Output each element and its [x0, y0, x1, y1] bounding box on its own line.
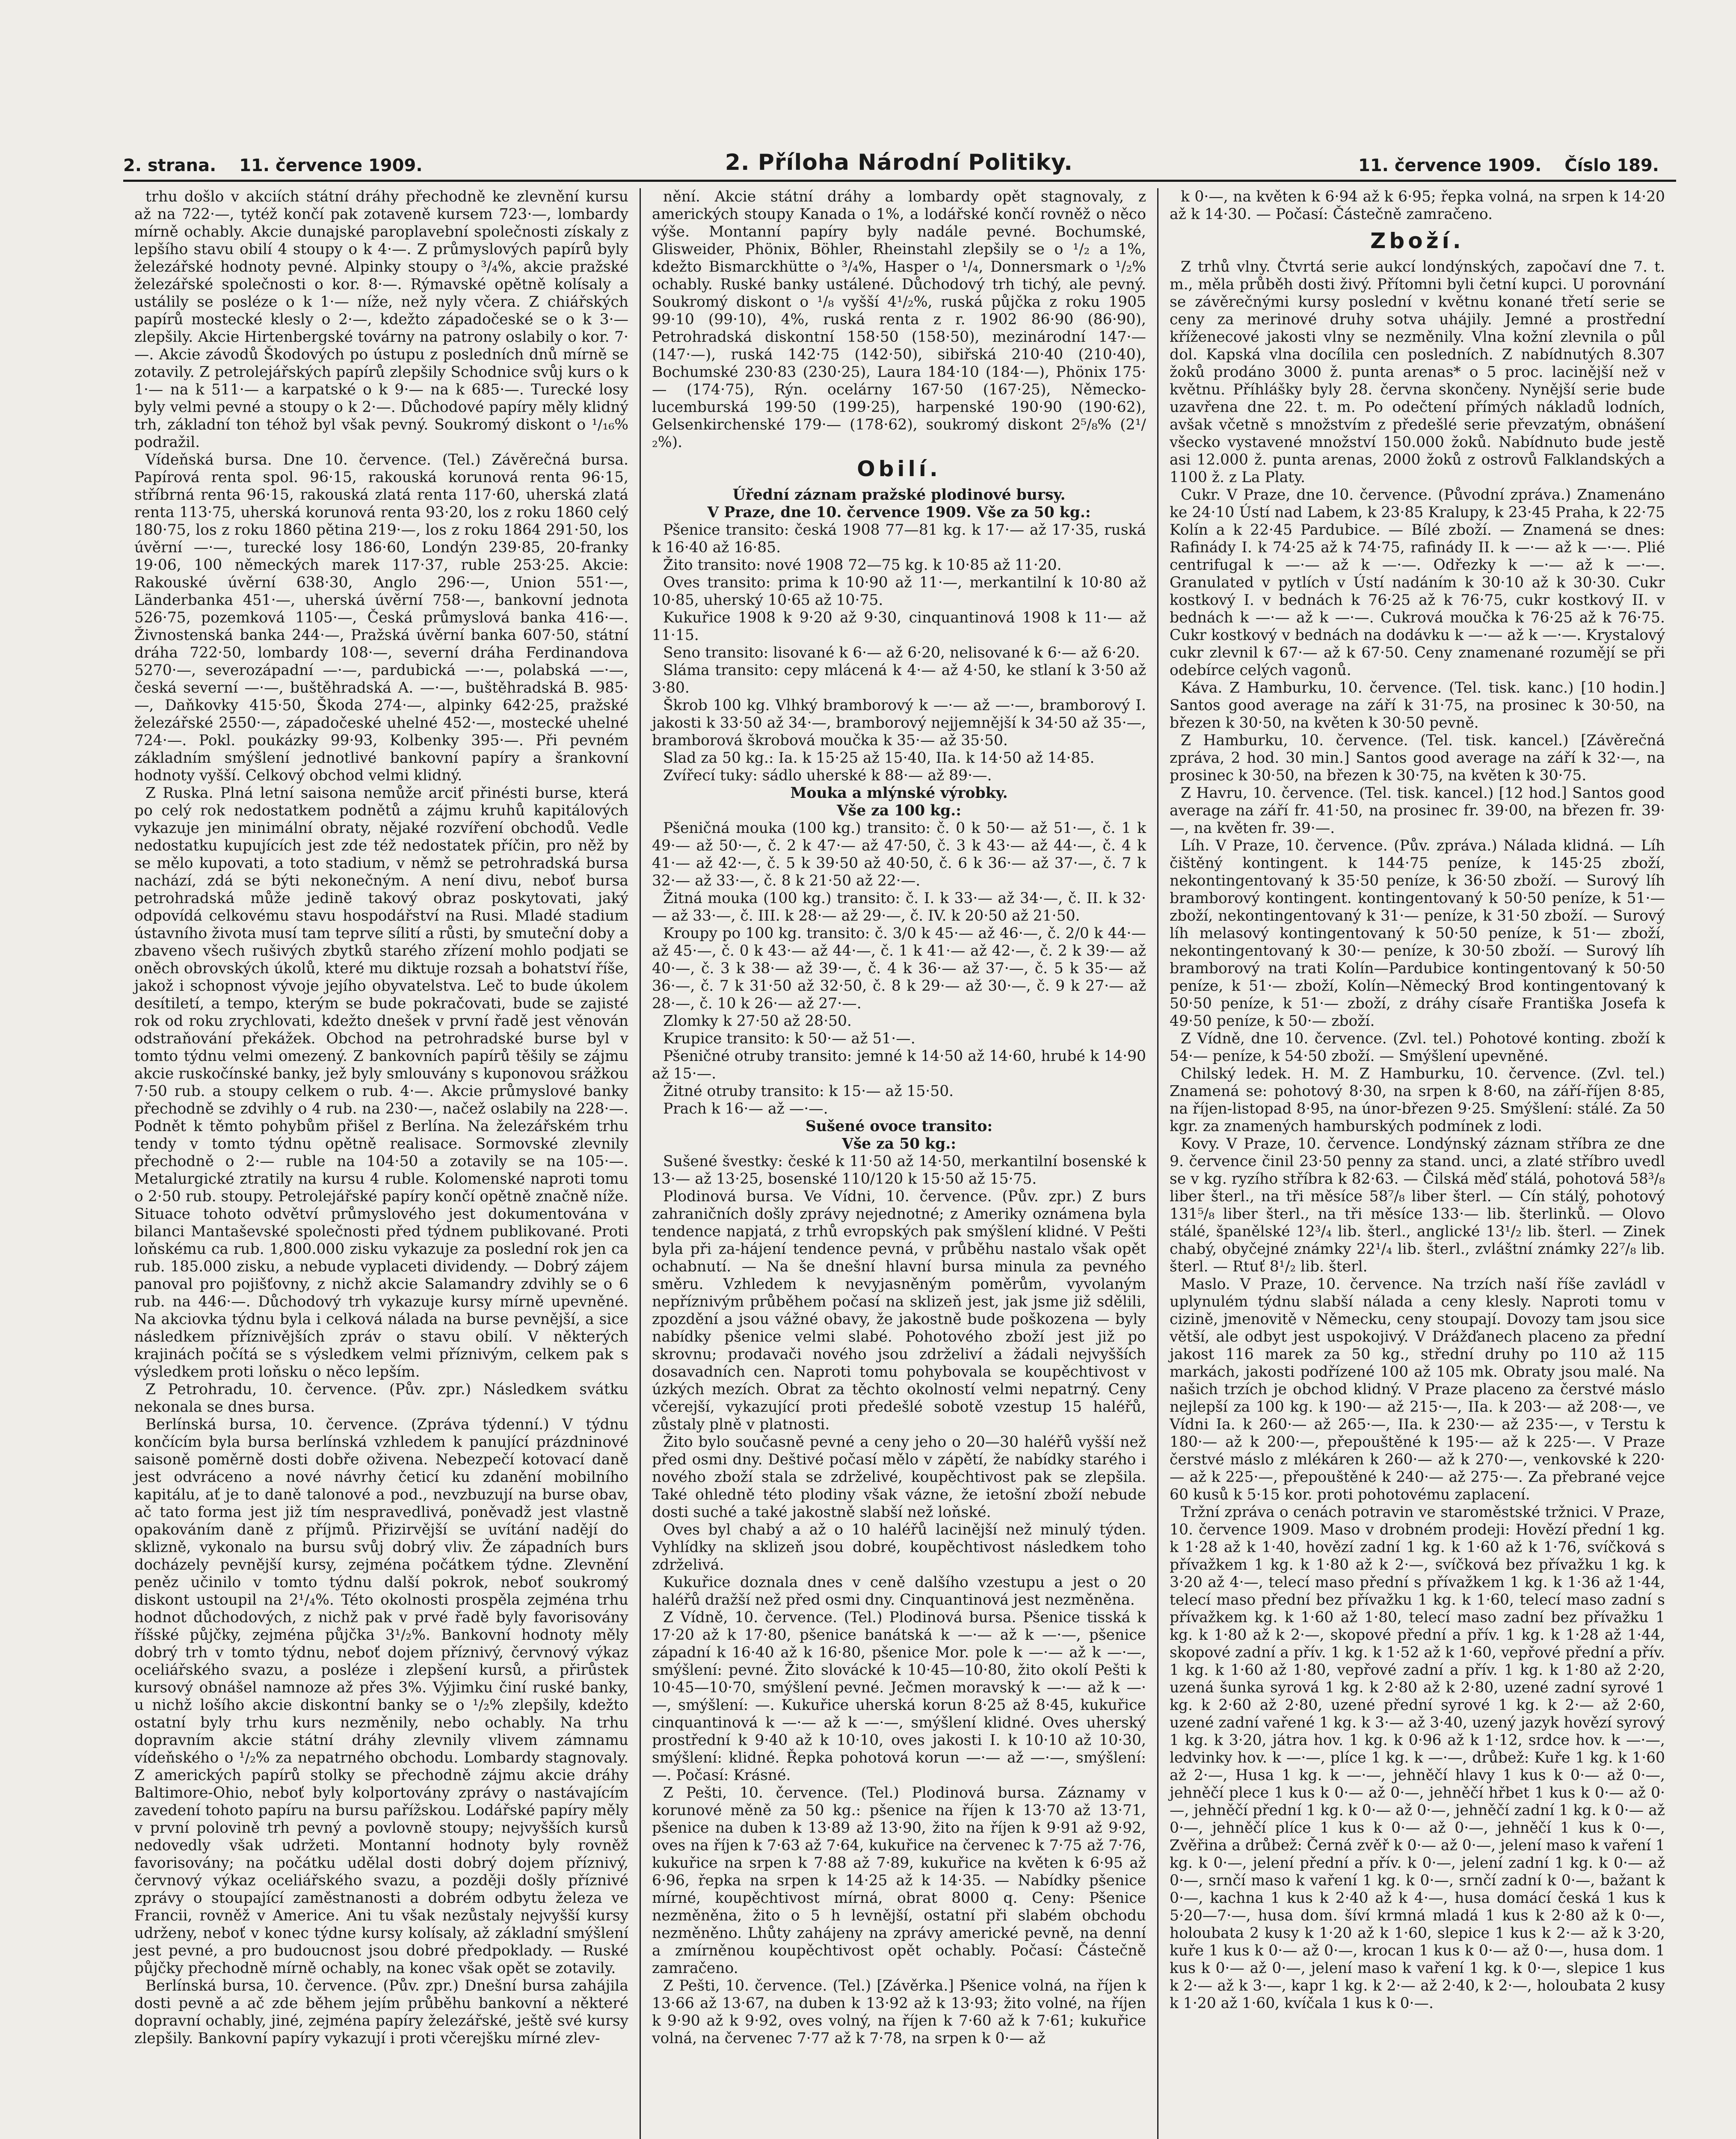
supplement-title: 2. Příloha Národní Politiky. [725, 150, 1073, 175]
price-line: Kroupy po 100 kg. transito: č. 3/0 k 45·— až 46·—, č. 2/0 k 44·— až 45·—, č. 0 k 43·— až 44·—, č. 1 k 41·— až 42·—, č. 2 k 39·— až 40·—, č. 3 k 38·— až 39·—, č. 4 k 36·— až 37·—, č. 5 k 35·— až 36·—, č. 7 k 31·50 až 32·50, č. 8 k 29·— až 30·—, č. 9 k 27·— až 28·—, č. 10 k 26·— až 27·—. [652, 925, 1146, 1012]
article-text: Berlínská bursa, 10. července. (Zpráva týdenní.) V týdnu končícím byla bursa berlínská vzhledem k panující prázdninové saisoně poměrně dosti dobře oživena. Nebezpečí kotovací daně jest odvráceno a nové návrhy četicí ku zdanění mobilního kapitálu, ať je to daně talonové a pod., nevzbuzují na burse obav, ač tato forma jest již tím nespravedlivá, poněvadž jest vlastně opakováním daně z příjmů. Přizirvější se uvítání nadějí do sklizně, vykonalo na bursu svůj dobrý vliv. Že západních burs docházely pevnější kursy, zejména počátkem týdne. Zlevnění peněz učinilo v tomto týdnu další pokrok, neboť soukromý diskont ustoupil na 2¹/₄%. Této okolnosti prospěla zejména trhu hodnot důchodových, z nichž pak v prvé řadě byly favorisovány říšské půjčky, zejména půjčka 3¹/₂%. Bankovní hodnoty měly dobrý trh v tomto týdnu, neboť dojem příznivý, červnový výkaz oceliářského svazu, a posléze i zlepšení kursů, a přirůstek kursový obnášel namnoze až přes 3%. Výjimku činí ruské banky, u nichž lošího akcie diskontní banky se o ¹/₂% zlepšily, kdežto ostatní byly trhu kurs nezměnily, nebo ochably. Na trhu dopravním akcie státní dráhy zlevnily vlivem zámnamu vídeňského o ¹/₂% za nepatrného obchodu. Lombardy stagnovaly. Z amerických papírů stolky se přechodně zájmu akcie dráhy Baltimore-Ohio, neboť byly kolportovány zprávy o nastávajícím zavedení tohoto papíru na bursu pařížskou. Lodářské papíry měly v první polovině trh pevný a povlovně stoupy; nejvyšších kursů nedovedly však udržeti. Montanní hodnoty byly rovněž favorisovány; na počátku udělal dosti dobrý dojem příznivý, červnový výkaz oceliářského svazu, a později došly příznivé zprávy o stoupající zaměstnanosti a dobrém odbytu železa ve Francii, rovněž v Americe. Ani tu však nezůstaly nejvyšší kursy udrženy, neboť v konec týdne kursy kolísaly, až základní smýšlení jest pevné, a pro budoucnost jsou dobré předpoklady. — Ruské půjčky přechodně mírně ochably, na konec však opět se zotavily. [134, 1416, 628, 1977]
price-line: Krupice transito: k 50·— až 51·—. [663, 1030, 915, 1047]
section-heading-obili: Obilí. [857, 456, 941, 481]
price-line: Zvířecí tuky: sádlo uherské k 88·— až 89·—. [663, 767, 992, 784]
price-line: Sláma transito: cepy mlácená k 4·— až 4·50, ke stlaní k 3·50 až 3·80. [652, 662, 1146, 696]
section-heading-zbozi: Zboží. [1370, 228, 1464, 253]
article-text: Z Vídně, dne 10. července. (Zvl. tel.) Pohotové konting. zboží k 54·— peníze, k 54·50 zboží. — Smýšlení upevněné. [1170, 1030, 1665, 1065]
price-line: Zlomky k 27·50 až 28·50. [663, 1013, 852, 1030]
page-header [123, 141, 1676, 182]
price-line: Seno transito: lisované k 6·— až 6·20, nelisované k 6·— až 6·20. [663, 644, 1140, 661]
price-line: Žitná mouka (100 kg.) transito: č. I. k 33·— až 34·—, č. II. k 32·— až 33·—, č. III. k 28·— až 29·—, č. IV. k 20·50 až 21·50. [652, 890, 1146, 924]
price-line: Prach k 16·— až —·—. [663, 1100, 828, 1117]
subheading: Vše za 100 kg.: [837, 802, 961, 819]
article-text: Cukr. V Praze, dne 10. července. (Původní zpráva.) Znamenáno ke 24·10 Ústí nad Labem, k 23·85 Kralupy, k 23·45 Praha, k 22·75 Kolín a k 22·45 Pardubice. — Bílé zboží. — Znamená se dnes: Rafinády I. k 74·25 až k 74·75, rafinády II. k —·— až k —·—. Plié centrifugal k —·— až k —·—. Odřezky k —·— až k —·—. Granulated v pytlích v Ústí nadáním k 30·10 až k 30·30. Cukr kostkový I. v bednách k 76·25 až k 76·75, cukr kostkový II. v bednách k —·— až k —·—. Cukrová moučka k 76·25 až k 76·75. Cukr kostkový v bednách na dodávku k —·— až k —·—. Krystalový cukr zlevnil k 67·— až k 67·50. Ceny znamenané rozumějí se při odebírce celých vagonů. [1170, 486, 1665, 679]
article-text: Líh. V Praze, 10. července. (Pův. zpráva.) Nálada klidná. — Líh čištěný kontingent. k 144·75 peníze, k 145·25 zboží, nekontingentovaný k 35·50 peníze, k 36·50 zboží. — Surový líh bramborový kontingent. kontingentovaný k 50·50 peníze, k 51·— zboží, nekontingentovaný k 31·— peníze, k 31·50 zboží. — Surový líh melasový kontingentovaný k 50·50 peníze, k 51·— zboží, nekontingentovaný k 30·— peníze, k 30·50 zboží. — Surový líh bramborový na trati Kolín—Pardubice kontingentovaný k 50·50 peníze, k 51·— zboží, Kolín—Německý Brod kontingentovaný k 50·50 peníze, k 51·— zboží, z dráhy císaře Františka Josefa k 49·50 peníze, k 50·— zboží. [1170, 837, 1665, 1030]
article-text: Maslo. V Praze, 10. července. Na trzích naší říše zavládl v uplynulém týdnu slabší nálada a ceny klesly. Naproti tomu v cizině, jmenovitě v Německu, ceny stoupají. Dovozy tam jsou sice větší, ale odbyt jest uspokojivý. V Drážďanech placeno za přední jakost 116 marek za 50 kg., střední druhy po 110 až 115 markách, jakosti podřízené 100 až 105 mk. Obraty jsou malé. Na našich trzích je obchod klidný. V Praze placeno za čerstvé máslo nejlepší za 100 kg. k 190·— až 215·—, IIa. k 203·— až 208·—, ve Vídni Ia. k 260·— až 265·—, IIa. k 230·— až 235·—, v Terstu k 180·— až k 200·—, přepouštěné k 195·— až k 225·—. V Praze čerstvé máslo z mlékáren k 260·— až k 270·—, venkovské k 220·— až k 225·—, přepouštěné k 240·— až 275·—. Za přebrané vejce 60 kusů k 5·15 kor. proti pohotovému zaplacení. [1170, 1276, 1665, 1503]
price-line: Kukuřice 1908 k 9·20 až 9·30, cinquantinová 1908 k 11·— až 11·15. [652, 609, 1146, 644]
header-date-right: 11. července 1909. [1358, 156, 1542, 175]
subheading: Úřední záznam pražské plodinové bursy. [732, 486, 1066, 504]
price-line: Pšenice transito: česká 1908 77—81 kg. k 17·— až 17·35, ruská k 16·40 až 16·85. [652, 521, 1146, 556]
header-right [1358, 156, 1676, 175]
article-text: Berlínská bursa, 10. července. (Pův. zpr.) Dnešní bursa zahájila dosti pevně a ač zde během jejím průběhu bankovní a některé dopravní ochably, jiné, zejména papíry železářské, ještě své kursy zlepšily. Bankovní papíry vykazují i proti včerejšku mírné zlev- [134, 1977, 628, 2047]
column-3 [1158, 188, 1676, 2139]
article-text: Žito bylo současně pevné a ceny jeho o 20—30 haléřů vyšší než před osmi dny. Deštivé počasí mělo v zápětí, že nabídky starého i nového zboží stala se zdrželivé, koupěchtivost pak se zlepšila. Také ohledně této plodiny však vázne, že ietošní zboží nebude dosti suché a také jakostně slabší než loňské. [652, 1434, 1146, 1521]
header-date-left: 11. července 1909. [239, 156, 423, 175]
page-number: 2. strana. [123, 156, 216, 175]
article-text: Kovy. V Praze, 10. července. Londýnský záznam stříbra ze dne 9. července činil 23·50 penny za stand. unci, a zlaté stříbro uvedl se v kg. ryzího stříbra k 82·63. — Čilská měď stálá, pohotová 58³/₈ liber šterl., na tři měsíce 58⁷/₈ liber šterl. — Cín stálý, pohotový 131⁵/₈ liber šterl., na tři měsíce 133·— lib. šterlinků. — Olovo stálé, španělské 12³/₄ lib. šterl., anglické 13¹/₂ lib. šterl. — Zinek chabý, obyčejné známky 22¹/₄ lib. šterl., zvláštní známky 22⁷/₈ lib. šterl. — Rtuť 8¹/₂ lib. šterl. [1170, 1135, 1665, 1275]
article-text: trhu došlo v akciích státní dráhy přechodně ke zlevnění kursu až na 722·—, tytéž končí pak zotaveně kursem 723·—, lombardy mírně ochably. Akcie dunajské paroplavební společnosti získaly z lepšího stavu obilí 4 stoupy o k 4·—. Z průmyslových papírů byly železářské hodnoty pevné. Alpinky stoupy o ³/₄%, akcie pražské železářské společnosti o kor. 8·—. Rýmavské opětně kolísaly a ustálily se posléze o k 1·— níže, než nyly včera. Z chiářských papírů mostecké klesly o 2·—, kdežto západočeské se o k 3·— zlepšily. Akcie Hirtenbergské továrny na patrony oslabily o kor. 7·—. Akcie závodů Škodových po ústupu z posledních dnů mírně se zotavily. Z petrolejářských papírů zlepšily Schodnice svůj kurs o k 1·— na k 511·— a karpatské o k 9·— na k 685·—. Turecké losy byly velmi pevné a stoupy o k 2·—. Důchodové papíry měly klidný trh, základní ton téhož byl však pevný. Soukromý diskont o ¹/₁₆% podražil. [134, 188, 628, 451]
subheading: Sušené ovoce transito: [805, 1118, 993, 1135]
header-left [123, 156, 440, 175]
article-text: Oves byl chabý a až o 10 haléřů lacinější než minulý týden. Vyhlídky na sklizeň jsou dobré, koupěchtivost následkem toho zdrželivá. [652, 1521, 1146, 1573]
article-text: Chilský ledek. H. M. Z Hamburku, 10. července. (Zvl. tel.) Znamená se: pohotový 8·30, na srpen k 8·60, na září-říjen 8·85, na říjen-listopad 8·95, na únor-březen 9·25. Smýšlení: stálé. Za 50 kgr. za znamených hamburských podmínek z lodi. [1170, 1065, 1665, 1135]
column-2 [641, 188, 1158, 2139]
article-text: Tržní zpráva o cenách potravin ve staroměstské tržnici. V Praze, 10. července 1909. Maso v drobném prodeji: Hovězí přední 1 kg. k 1·28 až k 1·40, hovězí zadní 1 kg. k 1·60 až k 1·76, svíčková s přívažkem 1 kg. k 1·80 až k 2·—, svíčková bez přívažku 1 kg. k 3·20 až 4·—, telecí maso přední s přívažkem 1 kg. k 1·36 až 1·44, telecí maso přední bez přívažku 1 kg. k 1·60, telecí maso zadní s přívažkem kg. k 1·60 až 1·80, telecí maso zadní bez přívažku 1 kg. k 1·80 až k 2·—, skopové přední a přív. 1 kg. k 1·28 až 1·44, skopové zadní a přív. 1 kg. k 1·52 až k 1·60, vepřové přední a přív. 1 kg. k 1·60 až 1·80, vepřové zadní a přív. 1 kg. k 1·80 až 2·20, uzená šunka syrová 1 kg. k 2·80 až k 2·80, uzené zadní syrové 1 kg. k 2·60 až 2·80, uzené přední syrové 1 kg. k 2·— až 2·60, uzené zadní vařené 1 kg. k 3·— až 3·40, uzený jazyk hovězí syrový 1 kg. k 3·20, játra hov. 1 kg. k 0·96 až k 1·12, srdce hov. k —·—, ledvinky hov. k —·—, plíce 1 kg. k —·—, drůbež: Kuře 1 kg. k 1·60 až 2·—, Husa 1 kg. k —·—, jehněčí hlavy 1 kus k 0·— až 0·—, jehněčí plece 1 kus k 0·— až 0·—, jehněčí hřbet 1 kus k 0·— až 0·—, jehněčí přední 1 kg. k 0·— až 0·—, jehněčí zadní 1 kg. k 0·— až 0·—, jehněčí plíce 1 kus k 0·— až 0·—, jehněčí 1 kus k 0·—, Zvěřina a drůbež: Černá zvěř k 0·— až 0·—, jelení maso k vaření 1 kg. k 0·—, jelení přední a přív. k 0·—, jelení zadní 1 kg. k 0·— až 0·—, srnčí maso k vaření 1 kg. k 0·—, srnčí zadní k 0·—, bažant k 0·—, kachna 1 kus k 2·40 až k 4·—, husa domácí česká 1 kus k 5·20—7·—, husa dom. šíví krmná mladá 1 kus k 2·80 až k 0·—, holoubata 2 kusy k 1·20 až k 1·60, slepice 1 kus k 2·— až k 3·20, kuře 1 kus k 0·— až 0·—, krocan 1 kus k 0·— až 0·—, husa dom. 1 kus k 0·— až 0·—, jelení maso k vaření 1 kg. k 0·—, slepice 1 kus k 2·— až k 3·—, kapr 1 kg. k 2·— až 2·40, k 2·—, holoubata 2 kusy k 1·20 až 1·60, kvíčala 1 kus k 0·—. [1170, 1504, 1665, 2012]
columns [123, 188, 1676, 2139]
price-line: Pšeničné otruby transito: jemné k 14·50 až 14·60, hrubé k 14·90 až 15·—. [652, 1048, 1146, 1082]
newspaper-page [123, 141, 1676, 2139]
issue-number: Číslo 189. [1564, 156, 1659, 175]
article-text: Z Hamburku, 10. července. (Tel. tisk. kancel.) [Závěrečná zpráva, 2 hod. 30 min.] Santos good average na září k 32·—, na prosinec k 30·50, na březen k 30·75, na květen k 30·75. [1170, 732, 1665, 784]
article-text: Z Ruska. Plná letní saisona nemůže arciť přinésti burse, která po celý rok nedostatkem podnětů a zájmu kruhů kapitálových vykazuje jen minimální obraty, nějaké rozvíření obchodů. Vedle nedostatku kupujících jest zde též nedostatek příčin, pro něž by se mělo kupovati, a toto stadium, v němž se petrohradská bursa nachází, zdá se býti nekonečným. A není divu, neboť bursa petrohradská může jedině takový obraz poskytovati, jaký odpovídá celkovému stavu hospodářství na Rusi. Mladé stadium ústavního života musí tam teprve sílití a růsti, by smuteční doby a zbaveno všech rušivých zbytků starého zřízení mohlo podjati se oněch obrovských úkolů, které mu diktuje rozsah a bohatství říše, jakož i schopnost vývoje jejího obyvatelstva. Leč to bude úkolem desítiletí, a tempo, kterým se bude pokračovati, bude se zajisté rok od roku zrychlovati, kdežto dnešek v první řadě jest věnován odstraňování překážek. Obchod na petrohradské burse byl v tomto týdnu velmi omezený. Z bankovních papírů těšily se zájmu akcie ruskočínské banky, jež byly smlouvány s kuponovou srážkou 7·50 rub. a stoupy celkem o rub. 4·—. Akcie průmyslové banky přechodně se zdvihly o 4 rub. na 230·—, načež oslabily na 228·—. Podnět k těmto pohybům přišel z Berlína. Na železářském trhu tendy v tomto týdnu opětně realisace. Sormovské zlevnily přechodně o 2·— ruble na 104·50 a zotavily se na 105·—. Metalurgické ztratily na kursu 4 ruble. Kolomenské naproti tomu o 2·50 rub. stoupy. Petrolejářské papíry končí opětně značně níže. Situace tohoto odvětví průmyslového jest dokumentována v bilanci Mantaševské společnosti před týdnem publikované. Proti loňskému ca rub. 1,800.000 zisku vykazuje za poslední rok jen ca rub. 185.000 zisku, a nebude vyplaceti dividendy. — Dobrý zájem panoval pro pojišťovny, z nichž akcie Salamandry zdvihly se o 6 rub. na 446·—. Důchodový trh vykazuje kursy mírně upevněné. Na akciovka týdnu byla i celková nálada na burse pevnější, a sice následkem příznivějších zpráv o stavu obilí. V některých krajinách počítá se s výsledkem velmi příznivým, celkem pak s výsledkem proti loňsku o něco lepším. [134, 785, 628, 1381]
article-text: nění. Akcie státní dráhy a lombardy opět stagnovaly, z amerických stoupy Kanada o 1%, a lodářské končí rovněž o něco výše. Montanní papíry byly nadále pevné. Bochumské, Glisweider, Phönix, Böhler, Rheinstahl zlepšily se o ¹/₂ a 1%, kdežto Bismarckhütte o ³/₄%, Hasper o ¹/₄, Donnersmark o ¹/₂% ochably. Ruské banky ustálené. Důchodový trh tichý, ale pevný. Soukromý diskont o ¹/₈ vyšší 4¹/₂%, ruská půjčka z roku 1905 99·10 (99·10), 4%, ruská renta z r. 1902 86·90 (86·90), Petrohradská diskontní 158·50 (158·50), mezinárodní 147·— (147·—), ruská 142·75 (142·50), sibiřská 210·40 (210·40), Bochumské 230·83 (230·25), Laura 184·10 (184·—), Phönix 175·— (174·75), Rýn. ocelárny 167·50 (167·25), Německo-lucemburská 199·50 (199·25), harpenské 190·90 (190·62), Gelsenkirchenské 179·— (178·62), soukromý diskont 2⁵/₈% (2¹/₂%). [652, 188, 1146, 451]
dateline: V Praze, dne 10. července 1909. Vše za 50 kg.: [707, 504, 1091, 521]
article-text: Káva. Z Hamburku, 10. července. (Tel. tisk. kanc.) [10 hodin.] Santos good average na září k 31·75, na prosinec k 30·50, na březen k 30·50, na květen k 30·50 pevně. [1170, 679, 1665, 732]
subheading: Vše za 50 kg.: [842, 1135, 956, 1152]
article-text: Z Vídně, 10. července. (Tel.) Plodinová bursa. Pšenice tisská k 17·20 až k 17·80, pšenice banátská k —·— až k —·—, pšenice západní k 16·40 až k 16·80, pšenice Mor. pole k —·— až k —·—, smýšlení: pevné. Žito slovácké k 10·45—10·80, žito okolí Pešti k 10·45—10·70, smýšlení pevné. Ječmen moravský k —·— až k —·—, smýšlení: —. Kukuřice uherská korun 8·25 až 8·45, kukuřice cinquantinová k —·— až k —·—, smýšlení klidné. Oves uherský prostřední k 9·40 až k 10·10, oves jakosti I. k 10·10 až 10·30, smýšlení: klidné. Řepka pohotová korun —·— až —·—, smýšlení: —. Počasí: Krásné. [652, 1609, 1146, 1784]
subheading: Mouka a mlýnské výrobky. [790, 785, 1008, 802]
price-line: Žitné otruby transito: k 15·— až 15·50. [663, 1083, 954, 1100]
price-line: Žito transito: nové 1908 72—75 kg. k 10·85 až 11·20. [663, 557, 1062, 574]
article-text: Z Havru, 10. července. (Tel. tisk. kancel.) [12 hod.] Santos good average na září fr. 41·50, na prosinec fr. 39·00, na březen fr. 39·—, na květen fr. 39·—. [1170, 785, 1665, 837]
article-text: k 0·—, na květen k 6·94 až k 6·95; řepka volná, na srpen k 14·20 až k 14·30. — Počasí: Částečně zamračeno. [1170, 188, 1665, 223]
price-line: Slad za 50 kg.: Ia. k 15·25 až 15·40, IIa. k 14·50 až 14·85. [663, 750, 1095, 767]
article-text: Plodinová bursa. Ve Vídni, 10. července. (Pův. zpr.) Z burs zahraničních došly zprávy nejednotné; z Ameriky oznámena byla tendence napjatá, z trhů evropských pak smýšlení klidné. V Pešti byla při za-hájení tendence pevná, v průběhu nastalo však opět ochabnutí. — Na še dnešní hlavní bursa minula za pevného směru. Vzhledem k nevyjasněným poměrům, vyvolaným nepříznivým průběhem počasí na sklizeň jest, jak jsme již sdělili, zpozdění a jsou vážné obavy, že jakostně bude poškozena — byly nabídky pšenice velmi slabé. Pohotového zboží jest již po skrovnu; prodavači nového jsou zdrželiví a žádali nejvyšších dosavadních cen. Naproti tomu pohybovala se koupěchtivost v úzkých mezích. Obrat za těchto okolností velmi nepatrný. Ceny včerejší, vykazující proti předešlé sobotě vzestup 15 haléřů, zůstaly plně v platnosti. [652, 1188, 1146, 1433]
price-line: Oves transito: prima k 10·90 až 11·—, merkantilní k 10·80 až 10·85, uherský 10·65 až 10·75. [652, 574, 1146, 609]
price-line: Sušené švestky: české k 11·50 až 14·50, merkantilní bosenské k 13·— až 13·25, bosenské 110/120 k 15·50 až 15·75. [652, 1153, 1146, 1188]
price-line: Pšeničná mouka (100 kg.) transito: č. 0 k 50·— až 51·—, č. 1 k 49·— až 50·—, č. 2 k 47·— až 47·50, č. 3 k 43·— až 44·—, č. 4 k 41·— až 42·—, č. 5 k 39·50 až 40·50, č. 6 k 36·— až 37·—, č. 7 k 32·— až 33·—, č. 8 k 21·50 až 22·—. [652, 820, 1146, 889]
article-text: Z Pešti, 10. července. (Tel.) Plodinová bursa. Záznamy v korunové měně za 50 kg.: pšenice na říjen k 13·70 až 13·71, pšenice na duben k 13·89 až 13·90, žito na říjen k 9·91 až 9·92, oves na říjen k 7·63 až 7·64, kukuřice na červenec k 7·75 až 7·76, kukuřice na srpen k 7·88 až 7·89, kukuřice na květen k 6·95 až 6·96, řepka na srpen k 14·25 až k 14·35. — Nabídky pšenice mírné, koupěchtivost mírná, obrat 8000 q. Ceny: Pšenice nezměněna, žito o 5 h levnější, ostatní při slabém obchodu nezměněno. Lhůty zahájeny na zprávy americké pevně, na denní a zmírněnou koupěchtivost opět ochably. Počasí: Částečně zamračeno. [652, 1784, 1146, 1977]
article-text: Z trhů vlny. Čtvrtá serie aukcí londýnských, započaví dne 7. t. m., měla průběh dosti živý. Přítomni byli četní kupci. U porovnání se závěrečnými kursy poslední v květnu konané třetí serie se ceny za merinové druhy sotva uhájily. Jemné a prostřední kříženecové jakosti vlny se nezměnily. Vlna kožní zlevnila o půl dol. Kapská vlna docílila cen posledních. Z nabídnutých 8.307 žoků prodáno 3000 ž. punta arenas* o 5 proc. lacinější než v květnu. Příhlášky byly 28. června skončeny. Nynější serie bude uzavřena dne 22. t. m. Po odečtení přímých nákladů lodních, avšak včetně s množstvím z předešlé serie převzatým, obnášení všecko vystavené množství 150.000 žoků. Nabídnuto bude jestě asi 12.000 ž. punta arenas, 2000 žoků z ostrovů Falklandských a 1100 ž. z La Platy. [1170, 258, 1665, 486]
article-text: Vídeňská bursa. Dne 10. července. (Tel.) Závěrečná bursa. Papírová renta spol. 96·15, rakouská korunová renta 96·15, stříbrná renta 96·15, rakouská zlatá renta 117·60, uherská zlatá renta 113·75, uherská korunová renta 93·20, los z roku 1860 celý 180·75, los z roku 1860 pětina 219·—, los z roku 1864 291·50, los úvěrní —·—, turecké losy 186·60, Londýn 239·85, 20-franky 19·06, 100 německých marek 117·37, ruble 253·25. Akcie: Rakouské úvěrní 638·30, Anglo 296·—, Union 551·—, Länderbanka 451·—, uherská úvěrní 758·—, bankovní jednota 526·75, pozemková 1105·—, Česká průmyslová banka 416·—. Živnostenská banka 244·—, Pražská úvěrní banka 607·50, státní dráha 722·50, lombardy 108·—, severní dráha Ferdinandova 5270·—, severozápadní —·—, pardubická —·—, polabská —·—, česká severní —·—, buštěhradská A. —·—, buštěhradská B. 985·—, Daňkovky 415·50, Škoda 274·—, alpinky 642·25, pražské železářské 2550·—, západočeské uhelné 452·—, mostecké uhelné 724·—. Pokl. poukázky 99·93, Kolbenky 395·—. Při pevném základním smýšlení jednotlivé bankovní papíry a šrankovní hodnoty vyšší. Celkový obchod velmi klidný. [134, 451, 628, 784]
article-text: Kukuřice doznala dnes v ceně dalšího vzestupu a jest o 20 haléřů dražší než před osmi dny. Cinquantinová jest nezměněna. [652, 1574, 1146, 1609]
article-text: Z Pešti, 10. července. (Tel.) [Závěrka.] Pšenice volná, na říjen k 13·66 až 13·67, na duben k 13·92 až k 13·93; žito volné, na říjen k 9·90 až k 9·92, oves volný, na říjen k 7·60 až k 7·61; kukuřice volná, na červenec 7·77 až k 7·78, na srpen k 0·— až [652, 1977, 1146, 2047]
article-text: Z Petrohradu, 10. července. (Pův. zpr.) Následkem svátku nekonala se dnes bursa. [134, 1381, 628, 1416]
price-line: Škrob 100 kg. Vlhký bramborový k —·— až —·—, bramborový I. jakosti k 33·50 až 34·—, bramborový nejjemnější k 34·50 až 35·—, bramborová škrobová moučka k 35·— až 35·50. [652, 697, 1146, 749]
column-1 [123, 188, 641, 2139]
